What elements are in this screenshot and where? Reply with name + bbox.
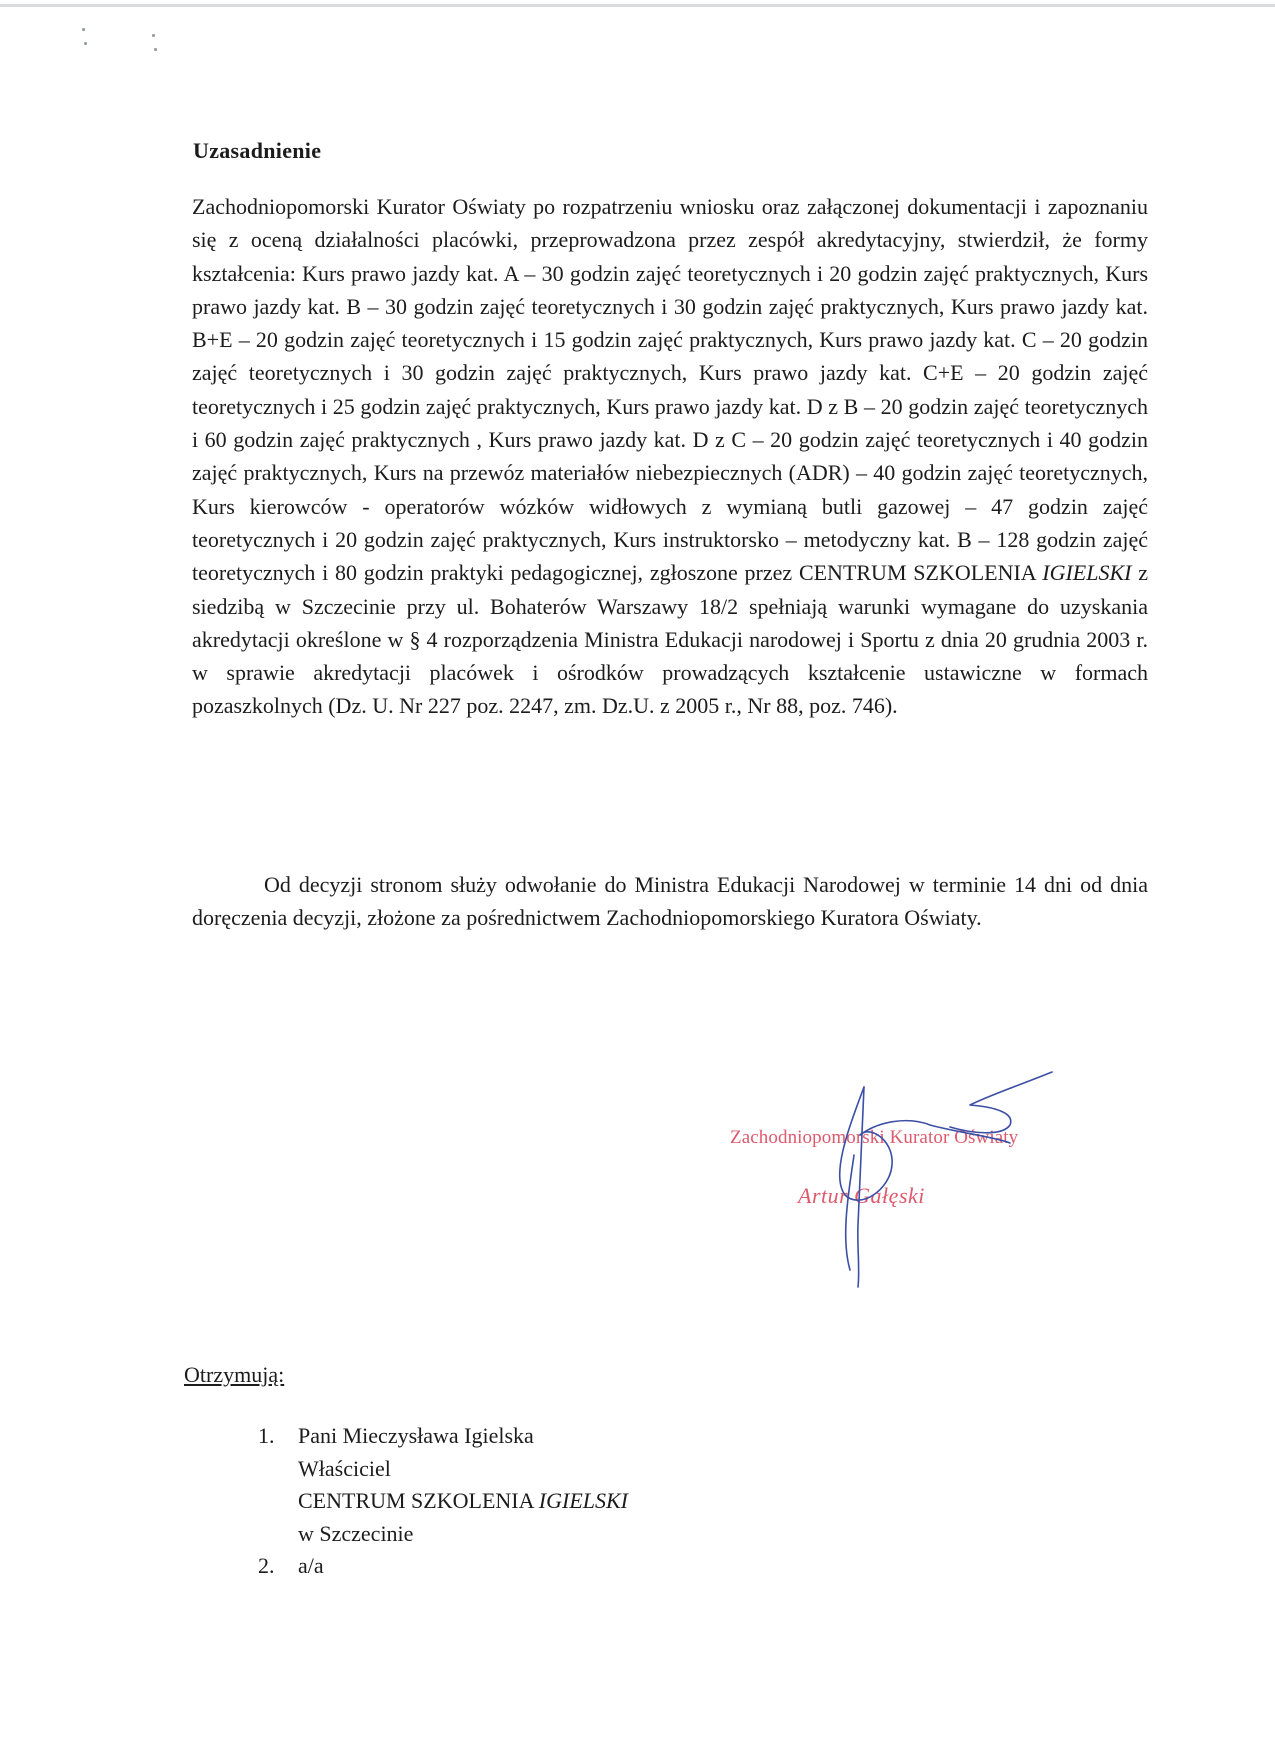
recipient-company-italic: IGIELSKI <box>538 1488 628 1513</box>
recipient-city: w Szczecinie <box>298 1520 414 1546</box>
justification-text-part1: Zachodniopomorski Kurator Oświaty po rozpatrzeniu wniosku oraz załączonej dokumentacji i zapoznaniu się z oceną działalności placówki, przeprowadzona przez zespół akredytacyjny, stwierdził, że formy kształcenia: Kurs prawo jazdy kat. A – 30 godzin zajęć teoretycznych i 20 godzin zajęć praktycznych, Kurs prawo jazdy kat. B – 30 godzin zajęć teoretycznych i 30 godzin zajęć praktycznych, Kurs prawo jazdy kat. B+E – 20 godzin zajęć teoretycznych i 15 godzin zajęć praktycznych, Kurs prawo jazdy kat. C – 20 godzin zajęć teoretycznych i 30 godzin zajęć praktycznych, Kurs prawo jazdy kat. C+E – 20 godzin zajęć teoretycznych i 25 godzin zajęć praktycznych, Kurs prawo jazdy kat. D z B – 20 godzin zajęć teoretycznych i 60 godzin zajęć praktycznych , Kurs prawo jazdy kat. D z C – 20 godzin zajęć teoretycznych i 40 godzin zajęć praktycznych, Kurs na przewóz materiałów niebezpiecznych (ADR) – 40 godzin zajęć teoretycznych, Kurs kierowców - operatorów wózków widłowych z wymianą butli gazowej – 47 godzin zajęć teoretycznych i 20 godzin zajęć praktycznych, Kurs instruktorsko – metodyczny kat. B – 128 godzin zajęć teoretycznych i 80 godzin praktyki pedagogicznej, zgłoszone przez CENTRUM SZKOLENIA <box>192 194 1148 586</box>
list-number: 2. <box>258 1553 275 1578</box>
appeal-paragraph: Od decyzji stronom służy odwołanie do Ministra Edukacji Narodowej w terminie 14 dni od dnia doręczenia decyzji, złożone za pośrednictwem Zachodniopomorskiego Kuratora Oświaty. <box>192 872 1148 931</box>
recipient-role: Właściciel <box>298 1455 391 1481</box>
justification-paragraph <box>192 190 1148 723</box>
stamp-official-name: Artur Gałęski <box>798 1183 925 1208</box>
justification-text-part2: z siedzibą w Szczecinie przy ul. Bohaterów Warszawy 18/2 spełniają warunki wymagane do uzyskania akredytacji określone w § 4 rozporządzenia Ministra Edukacji narodowej i Sportu z dnia 20 grudnia 2003 r. w sprawie akredytacji placówek i ośrodków prowadzących kształcenie ustawiczne w formach pozaszkolnych (Dz. U. Nr 227 poz. 2247, zm. Dz.U. z 2005 r., Nr 88, poz. 746). <box>192 560 1148 719</box>
recipient-archive: a/a <box>298 1553 324 1578</box>
scan-speck <box>82 28 85 31</box>
scan-speck <box>154 48 157 51</box>
company-name-italic: IGIELSKI <box>1042 560 1132 586</box>
scan-speck <box>84 42 87 45</box>
list-number: 1. <box>258 1423 275 1448</box>
section-heading: Uzasadnienie <box>193 138 322 163</box>
list-item <box>258 1550 628 1583</box>
scan-speck <box>152 34 155 37</box>
recipient-company <box>298 1485 628 1518</box>
recipient-name: Pani Mieczysława Igielska <box>298 1423 534 1448</box>
recipients-heading: Otrzymują: <box>184 1362 285 1387</box>
recipients-list <box>258 1420 628 1583</box>
scan-edge-line <box>0 4 1275 7</box>
handwritten-signature <box>820 1065 1070 1290</box>
stamp-institution: Zachodniopomorski Kurator Oświaty <box>730 1127 1019 1148</box>
list-item <box>258 1420 628 1550</box>
recipient-company-prefix: CENTRUM SZKOLENIA <box>298 1488 539 1513</box>
